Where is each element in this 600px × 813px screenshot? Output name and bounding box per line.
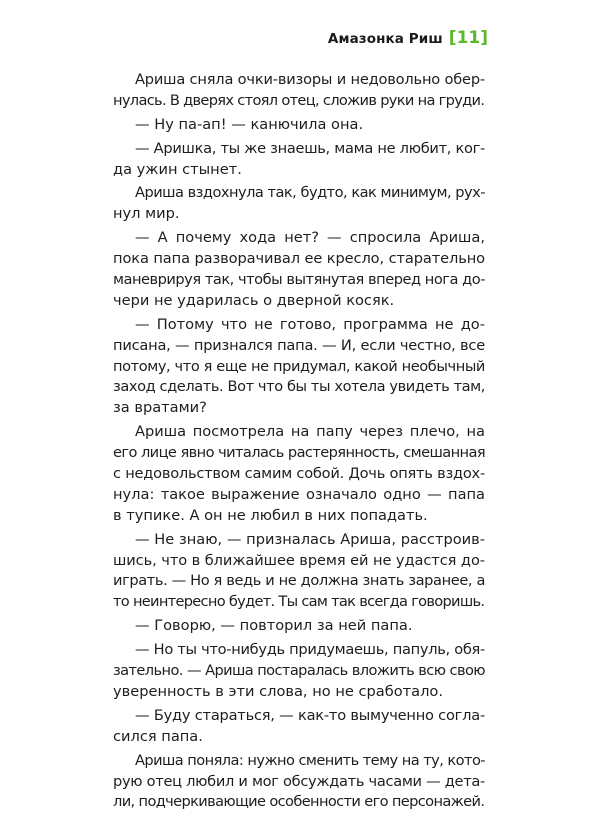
running-head [328, 28, 488, 48]
paragraph [113, 183, 485, 225]
text-line: шись, что в ближайшее время ей не удастся до- [113, 551, 485, 569]
text-line: за вратами? [113, 399, 207, 417]
text-line: рую отец любил и мог обсуждать часами — дета- [113, 772, 485, 790]
paragraph [113, 70, 485, 112]
text-line: — Не знаю, — призналась Ариша, расстроив- [135, 530, 485, 548]
paragraph [113, 139, 485, 181]
text-line: в тупике. А он не любил в них попадать. [113, 506, 428, 524]
text-line: уверенность в эти слова, но не сработало. [113, 682, 443, 700]
text-line: Ариша посмотрела на папу через плечо, на [135, 423, 485, 441]
body-text [113, 70, 485, 813]
paragraph [113, 315, 485, 419]
text-line: — Но ты что-нибудь придумаешь, папуль, обя- [135, 641, 485, 659]
text-line: играть. — Но я ведь и не должна знать заранее, а [113, 572, 485, 590]
text-line: его лице явно читалась растерянность, смешанная [113, 444, 485, 462]
text-line: нулась. В дверях стоял отец, сложив руки на груди. [113, 91, 485, 109]
text-line: сился папа. [113, 727, 203, 745]
paragraph [113, 706, 485, 748]
text-line: писана, — признался папа. — И, если честно, все [113, 336, 485, 354]
text-line: заход сделать. Вот что бы ты хотела увидеть там, [113, 378, 485, 396]
text-line: нула: такое выражение означало одно — папа [113, 485, 485, 503]
text-line: зательно. — Ариша постаралась вложить всю свою [113, 662, 485, 680]
paragraph [113, 640, 485, 703]
text-line: то неинтересно будет. Ты сам так всегда говоришь. [113, 593, 485, 611]
text-line: чери не ударилась о дверной косяк. [113, 291, 395, 309]
text-line: Ариша поняла: нужно сменить тему на ту, кото- [135, 751, 485, 769]
paragraph [113, 422, 485, 526]
text-line: Ариша вздохнула так, будто, как минимум, рух- [135, 184, 485, 202]
text-line: — А почему хода нет? — спросила Ариша, [135, 229, 485, 247]
text-line: Ариша сняла очки-визоры и недовольно обер- [135, 71, 485, 88]
paragraph [113, 115, 485, 136]
paragraph [113, 616, 485, 637]
paragraph [113, 751, 485, 813]
text-line: ли, подчеркивающие особенности его персонажей. [113, 793, 485, 811]
paragraph [113, 530, 485, 614]
text-line: пока папа разворачивал ее кресло, старательно [113, 250, 485, 268]
header-title: Амазонка Риш [327, 31, 443, 47]
text-line: — Говорю, — повторил за ней папа. [135, 617, 413, 635]
text-line: да ужин стынет. [113, 160, 242, 178]
paragraph [113, 228, 485, 312]
text-line: — Потому что не готово, программа не до- [135, 315, 485, 333]
text-line: — Буду стараться, — как-то вымученно согла- [135, 706, 485, 724]
text-line: маневрируя так, чтобы вытянутая вперед нога до- [113, 271, 485, 289]
text-line: потому, что я еще не придумал, какой необычный [113, 357, 485, 375]
text-line: нул мир. [113, 205, 180, 223]
text-line: с недовольством самим собой. Дочь опять вздох- [113, 465, 485, 483]
text-line: — Аришка, ты же знаешь, мама не любит, ког- [135, 139, 485, 157]
text-line: — Ну па-ап! — канючила она. [135, 115, 364, 133]
page-number: [11] [448, 28, 488, 48]
